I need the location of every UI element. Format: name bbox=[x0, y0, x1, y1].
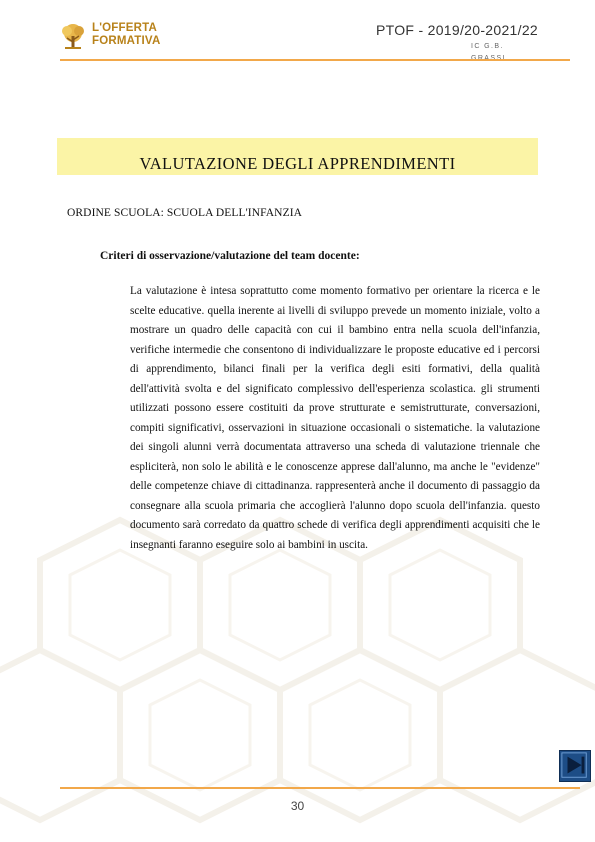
school-name: IC G.B. bbox=[471, 43, 504, 50]
logo-line-1: L'OFFERTA bbox=[92, 22, 158, 34]
school-order-heading: ORDINE SCUOLA: SCUOLA DELL'INFANZIA bbox=[67, 207, 303, 219]
logo-text bbox=[92, 22, 160, 48]
page-header bbox=[0, 0, 595, 70]
section-title: VALUTAZIONE DEGLI APPRENDIMENTI bbox=[139, 153, 456, 173]
footer-divider bbox=[60, 787, 580, 789]
logo-line-2: FORMATIVA bbox=[92, 35, 161, 47]
evaluation-paragraph: La valutazione è intesa soprattutto come momento formativo per orientare la ricerca e le scelte educative. quella inerente ai livelli di sviluppo prevede un momento iniziale, volto a mostrare un quadro delle capacità con cui il bambino entra nella scuola dell'infanzia, verifiche intermedie che consentono di individualizzare le proposte educative ed i percorsi di apprendimento, bilanci finali per la verifica degli esiti formativi, della qualità dell'attività svolta e del significato complessivo dell'esperienza scolastica. gli strumenti utilizzati possono essere costituiti da prove strutturate e semistrutturate, conversazioni, compiti significativi, osservazioni in situazione occasionali o sistematiche. la valutazione dei singoli alunni verrà documentata attraverso una scheda di valutazione triennale che espliciterà, non solo le abilità e le conoscenze apprese dall'alunno, ma anche le "evidenze" delle competenze chiave di cittadinanza. rappresenterà anche il documento di passaggio da consegnare alla scuola primaria che accoglierà l'alunno dopo scuola dell'infanzia. questo documento sarà corredato da quattro schede di verifica degli apprendimenti acquisiti che le insegnanti faranno eseguire solo ai bambini in uscita. bbox=[130, 285, 540, 551]
next-page-icon bbox=[560, 751, 590, 781]
criteria-heading: Criteri di osservazione/valutazione del team docente: bbox=[100, 250, 360, 262]
header-divider bbox=[60, 59, 570, 61]
document-title: PTOF - 2019/20-2021/22 bbox=[376, 22, 538, 38]
section-banner bbox=[57, 138, 538, 175]
tree-logo-icon bbox=[58, 22, 88, 52]
page-number: 30 bbox=[290, 799, 305, 813]
next-page-button[interactable] bbox=[559, 750, 591, 782]
